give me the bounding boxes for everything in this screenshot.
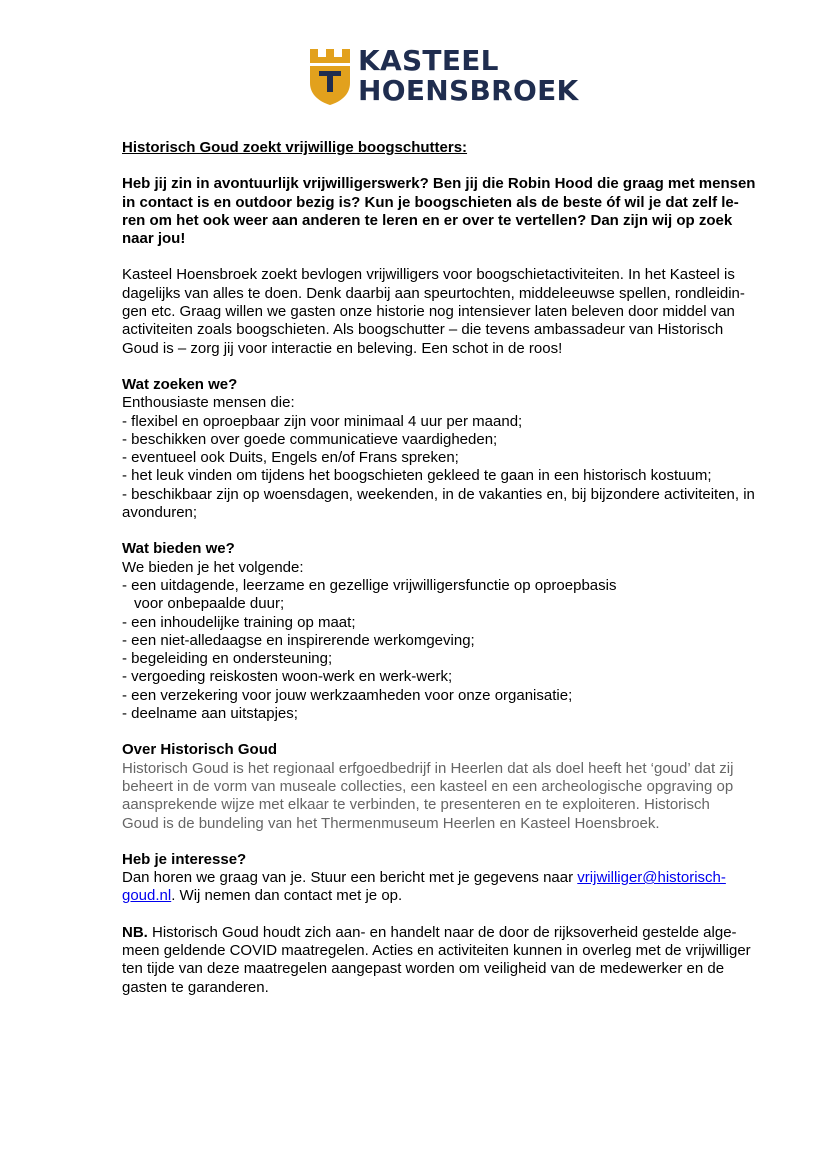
interest-line (122, 869, 770, 887)
offer-item: - begeleiding en ondersteuning; (122, 650, 333, 668)
nb-line: ten tijde van deze maatregelen aangepast worden om veiligheid van de medewerker en de (122, 960, 725, 978)
interest-text: Dan horen we graag van je. Stuur een bericht met je gegevens naar (122, 869, 578, 887)
offer-item: - een inhoudelijke training op maat; (122, 613, 356, 631)
nb-line: gasten te garanderen. (122, 978, 269, 996)
offer-heading: Wat bieden we? (122, 540, 235, 558)
offer-item: voor onbepaalde duur; (134, 595, 285, 613)
about-heading: Over Historisch Goud (122, 741, 278, 759)
seek-item: - eventueel ook Duits, Engels en/of Frans spreken; (122, 449, 459, 467)
body-line: dagelijks van alles te doen. Denk daarbij aan speurtochten, middeleeuwse spellen, rondleidin- (122, 284, 745, 302)
about-line: beheert in de vorm van museale collecties, een kasteel en een archeologische opgraving op (122, 777, 734, 795)
nb-section (122, 924, 770, 997)
offer-item: - een verzekering voor jouw werkzaamheden voor onze organisatie; (122, 686, 573, 704)
seek-heading: Wat zoeken we? (122, 375, 238, 393)
seek-lead: Enthousiaste mensen die: (122, 394, 295, 412)
seek-section (122, 376, 770, 522)
offer-section (122, 540, 770, 723)
offer-item: - deelname aan uitstapjes; (122, 705, 298, 723)
interest-line (122, 887, 770, 905)
kasteel-hoensbroek-logo (310, 44, 580, 107)
about-line: Goud is de bundeling van het Thermenmuseum Heerlen en Kasteel Hoensbroek. (122, 814, 660, 832)
offer-item: - een niet-alledaagse en inspirerende werkomgeving; (122, 631, 475, 649)
nb-line: meen geldende COVID maatregelen. Acties en activiteiten kunnen in overleg met de vrijwilliger (122, 941, 751, 959)
document-body (122, 139, 770, 997)
nb-text: Historisch Goud houdt zich aan- en handelt naar de door de rijksoverheid gestelde alge- (147, 923, 737, 941)
interest-heading: Heb je interesse? (122, 850, 247, 868)
about-line: Historisch Goud is het regionaal erfgoedbedrijf in Heerlen dat als doel heeft het ‘goud’ dat zij (122, 759, 734, 777)
interest-text: . Wij nemen dan contact met je op. (171, 887, 403, 905)
seek-item: - het leuk vinden om tijdens het boogschieten gekleed te gaan in een historisch kostuum; (122, 467, 712, 485)
body-line: gen etc. Graag willen we gasten onze historie nog intensiever laten beleven door middel van (122, 303, 735, 321)
logo-line-1: KASTEEL (358, 44, 499, 77)
page-title: Historisch Goud zoekt vrijwillige boogschutters: (122, 139, 468, 156)
seek-item: - flexibel en oproepbaar zijn voor minimaal 4 uur per maand; (122, 412, 523, 430)
seek-item: - beschikken over goede communicatieve vaardigheden; (122, 430, 498, 448)
intro-line: Heb jij zin in avontuurlijk vrijwilligerswerk? Ben jij die Robin Hood die graag met mensen (122, 175, 756, 193)
about-line: aansprekende wijze met elkaar te verbinden, te presenteren en te exploiteren. Historisch (122, 796, 710, 814)
seek-item: avonduren; (122, 504, 198, 522)
logo-wordmark (358, 44, 579, 107)
intro-line: ren om het ook weer aan anderen te leren en er over te vertellen? Dan zijn wij op zoek (122, 211, 733, 229)
email-link[interactable]: vrijwilliger@historisch- (577, 869, 726, 887)
interest-section (122, 851, 770, 906)
body-line: Kasteel Hoensbroek zoekt bevlogen vrijwilligers voor boogschietactiviteiten. In het Kasteel is (122, 266, 735, 284)
body-line: activiteiten zoals boogschieten. Als boogschutter – die tevens ambassadeur van Historisch (122, 321, 724, 339)
logo-line-2: HOENSBROEK (358, 74, 579, 107)
about-section (122, 741, 770, 832)
offer-item: - vergoeding reiskosten woon-werk en werk-werk; (122, 668, 453, 686)
intro-line: in contact is en outdoor bezig is? Kun je boogschieten als de beste óf wil je dat zelf le- (122, 193, 739, 211)
castle-shield-icon (310, 49, 350, 105)
body-line: Goud is – zorg jij voor interactie en beleving. Een schot in de roos! (122, 339, 563, 357)
intro-line: naar jou! (122, 230, 186, 248)
nb-label: NB. (122, 923, 148, 941)
offer-lead: We bieden je het volgende: (122, 558, 304, 576)
body-paragraph (122, 266, 770, 357)
nb-line (122, 924, 770, 942)
seek-item: - beschikbaar zijn op woensdagen, weekenden, in de vakanties en, bij bijzondere activiteiten, in (122, 485, 755, 503)
intro-paragraph (122, 175, 770, 248)
email-link-continued[interactable]: goud.nl (122, 887, 172, 905)
offer-item: - een uitdagende, leerzame en gezellige vrijwilligersfunctie op oproepbasis (122, 576, 617, 594)
